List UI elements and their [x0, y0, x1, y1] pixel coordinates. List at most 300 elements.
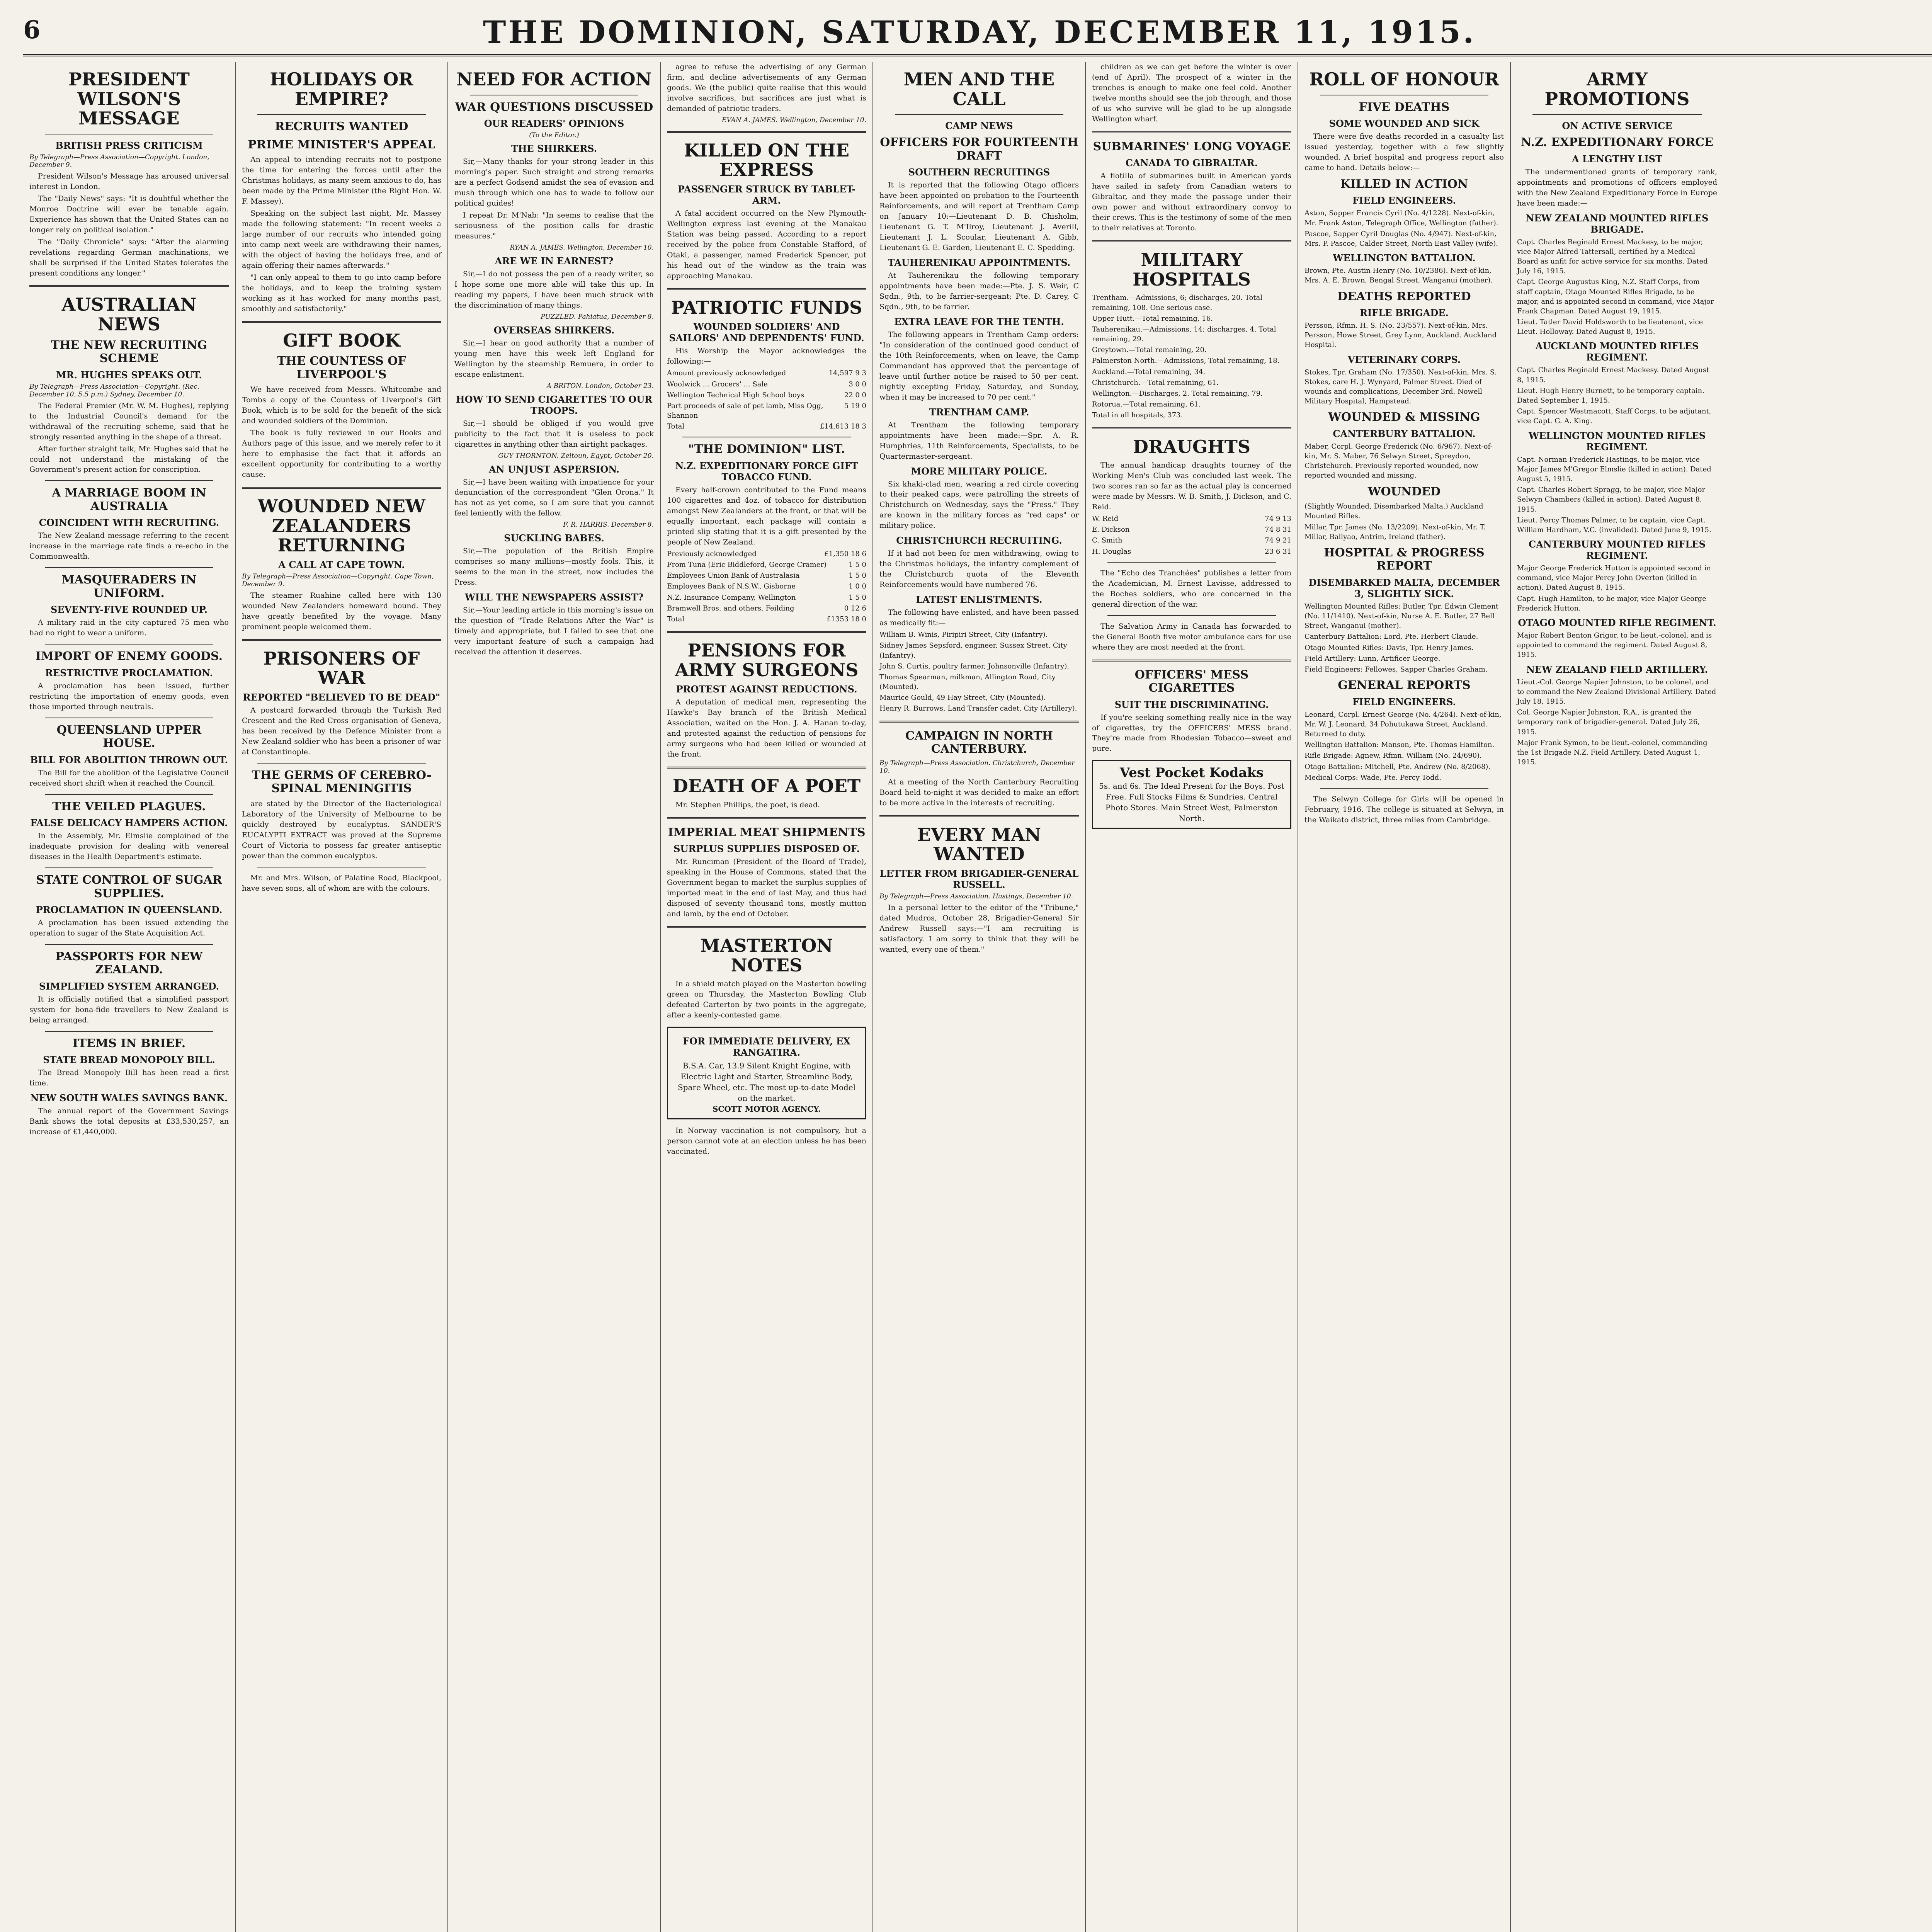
letter-paragraph: I repeat Dr. M'Nab: "In seems to realise that the seriousness of the position calls for drastic measures." [454, 211, 654, 240]
list-item: Lieut. Percy Thomas Palmer, to be captain, vice Capt. William Hardham, V.C. (invalided). Dated June 9, 1915. [1517, 516, 1711, 534]
article-paragraph: The following have enlisted, and have been passed as medically fit:— [879, 608, 1079, 628]
article-subhead: STATE BREAD MONOPOLY BILL. [43, 1054, 215, 1066]
article-subhead: THE NEW RECRUITING SCHEME [51, 338, 207, 366]
casualty-list [1304, 442, 1504, 481]
list-item: Col. George Napier Johnston, R.A., is granted the temporary rank of brigadier-general. Dated July 26, 1915. [1517, 708, 1700, 736]
fund-row-value: 1 0 0 [849, 582, 866, 591]
article-paragraph: Mr. Runciman (President of the Board of Trade), speaking in the House of Commons, stated that the Government began to market the surplus supplies of imported meat in the end of last May, and thus had disposed of seventy thousand tons, mostly mutton and lamb, by the end of October. [667, 857, 866, 918]
fund-row-label: From Tuna (Eric Biddleford, George Cramer) [667, 560, 827, 569]
section-subheading: FIELD ENGINEERS. [1352, 195, 1456, 206]
casualty-list [1304, 710, 1504, 782]
article-headline: GIFT BOOK [283, 330, 400, 351]
article-paragraph: The annual handicap draughts tourney of the Working Men's Club was concluded last week. The two scores ran so far as the actual play is concerned were made by Messrs. W. B. Smith, J. Dickson, and C. Reid. [1092, 461, 1291, 512]
draughts-row [1092, 525, 1291, 534]
fund-row-value: 5 19 0 [844, 401, 866, 410]
letter-signature: F. R. HARRIS. December 8. [563, 521, 654, 529]
draughts-row-label: W. Reid [1092, 515, 1119, 523]
dateline: By Telegraph—Press Association—Copyright. London, December 9. [29, 153, 209, 169]
fund-row-label: Wellington Technical High School boys [667, 391, 804, 399]
draughts-row-label: H. Douglas [1092, 547, 1131, 556]
promotion-list [1517, 237, 1717, 337]
article-headline: KILLED ON THE EXPRESS [684, 139, 850, 180]
article-headline: ARMY PROMOTIONS [1544, 69, 1690, 109]
article-subhead: CAMP NEWS [945, 120, 1013, 132]
article-subhead: LATEST ENLISTMENTS. [916, 594, 1043, 605]
article-headline: PRISONERS OF WAR [263, 648, 420, 689]
list-item: Wellington Mounted Rifles: Butler, Tpr. Edwin Clement (No. 11/1410). Next-of-kin, Nurse A. E. Butler, 27 Bell Street, Wanganui (mother). [1304, 602, 1499, 630]
fund-row [667, 571, 866, 580]
article-subhead: FALSE DELICACY HAMPERS ACTION. [30, 817, 228, 829]
fund-row-label: Woolwick ... Grocers' ... Sale [667, 380, 768, 388]
article-subhead: TRENTHAM CAMP. [929, 406, 1029, 418]
fund-row [667, 593, 866, 602]
article-paragraph: A proclamation has been issued extending the operation to sugar of the State Acquisition Act. [29, 918, 229, 937]
list-item: Medical Corps: Wade, Pte. Percy Todd. [1304, 773, 1441, 782]
list-item: Auckland.—Total remaining, 34. [1092, 367, 1206, 376]
article-subhead: WOUNDED SOLDIERS' AND SAILORS' AND DEPENDENTS' FUND. [669, 321, 864, 344]
fund-row-label: Employees Bank of N.S.W., Gisborne [667, 582, 796, 591]
article-subhead: CANADA TO GIBRALTAR. [1125, 157, 1258, 169]
article-headline: THE GERMS OF CEREBRO-SPINAL MENINGITIS [252, 768, 432, 796]
section-subheading: DISEMBARKED MALTA, DECEMBER 3, SLIGHTLY SICK. [1308, 577, 1500, 599]
article-headline: EVERY MAN WANTED [917, 824, 1041, 865]
article-headline: AUSTRALIAN NEWS [61, 294, 197, 335]
list-item: Capt. Charles Reginald Ernest Mackesy, to be major, vice Major Alfred Tattersall, certified by a Medical Board as unfit for active service for six months. Dated July 16, 1915. [1517, 238, 1708, 276]
article-paragraph: children as we can get before the winter is over (end of April). The prospect of a winter in the trenches is enough to make one feel cold. Another twelve months should see the job through, and those of us who survive will be glad to be up alongside Wellington wharf. [1092, 63, 1291, 123]
fund-row-value: 3 0 0 [849, 380, 866, 388]
kodak-advertisement [1092, 760, 1291, 829]
fund-row-label: Total [667, 615, 685, 623]
article-paragraph: The following appears in Trentham Camp orders: "In consideration of the continued good conduct of the 10th Reinforcements, when on leave, the Camp Commandant has approved that the percentage of leave until further notice be raised to 50 per cent. nightly excepting Friday, Saturday, and Sunday, when it may be increased to 70 per cent." [879, 330, 1079, 401]
fund-row-value: 22 0 0 [844, 391, 866, 399]
article-subhead: EXTRA LEAVE FOR THE TENTH. [894, 316, 1064, 327]
article-subhead: WAR QUESTIONS DISCUSSED [455, 100, 653, 114]
masthead [23, 12, 1932, 56]
letter-heading: THE SHIRKERS. [511, 143, 597, 155]
article-paragraph: In a shield match played on the Masterton bowling green on Thursday, the Masterton Bowling Club defeated Carterton by two points in the aggregate, after a keenly-contested game. [667, 980, 866, 1020]
list-item: Lieut. Tatler David Holdsworth to be lieutenant, vice Lieut. Holloway. Dated August 8, 1915. [1517, 318, 1703, 336]
draughts-row-value: 23 6 31 [1265, 547, 1291, 556]
article-paragraph: Mr. and Mrs. Wilson, of Palatine Road, Blackpool, have seven sons, all of whom are with the colours. [242, 873, 441, 893]
fund-row-value: £1,350 18 6 [824, 549, 866, 558]
article-paragraph: The Selwyn College for Girls will be opened in February, 1916. The college is situated at Selwyn, in the Waikato district, three miles from Cambridge. [1304, 795, 1504, 824]
article-subhead: PRIME MINISTER'S APPEAL [248, 138, 435, 151]
section-heading: WELLINGTON MOUNTED RIFLES REGIMENT. [1528, 430, 1706, 452]
article-subhead: N.Z. EXPEDITIONARY FORCE GIFT TOBACCO FUND. [675, 460, 858, 483]
article-headline: MEN AND THE CALL [903, 69, 1055, 109]
section-heading: NEW ZEALAND MOUNTED RIFLES BRIGADE. [1526, 212, 1709, 235]
fund-row-label: Amount previously acknowledged [667, 369, 786, 378]
fund-row [667, 604, 866, 613]
column-5 [873, 62, 1086, 1932]
article-paragraph: A military raid in the city captured 75 men who had no right to wear a uniform. [29, 618, 229, 638]
article-headline: MASQUERADERS IN UNIFORM. [61, 573, 197, 600]
section-heading: NEW ZEALAND FIELD ARTILLERY. [1526, 663, 1708, 675]
article-subhead: PROTEST AGAINST REDUCTIONS. [676, 684, 857, 695]
article-headline: OFFICERS' MESS CIGARETTES [1134, 668, 1249, 695]
article-paragraph: A postcard forwarded through the Turkish Red Crescent and the Red Cross organisation of Geneva, has been received by the Defence Minister from a New Zealand soldier who has been a prisoner of war at Constantinople. [242, 706, 441, 756]
section-subheading: VETERINARY CORPS. [1347, 354, 1461, 365]
page-number: 6 [23, 15, 41, 44]
article-paragraph: If you're seeking something really nice in the way of cigarettes, try the OFFICERS' MESS brand. They're made from Rhodesian Tobacco—sweet and pure. [1092, 713, 1291, 753]
letter-heading: WILL THE NEWSPAPERS ASSIST? [464, 592, 644, 603]
list-item: Capt. Charles Reginald Ernest Mackesy. Dated August 8, 1915. [1517, 366, 1709, 384]
article-paragraph: are stated by the Director of the Bacteriological Laboratory of the University of Melbourne to be quickly destroyed by eucalyptus. SANDER'S EUCALYPTI EXTRACT was proved at the Supreme Court of Victoria to possess far greater antiseptic power than the common eucalyptus. [242, 799, 441, 860]
article-paragraph: The New Zealand message referring to the recent increase in the marriage rate finds a re-echo in the Commonwealth. [29, 531, 229, 561]
article-subhead: BILL FOR ABOLITION THROWN OUT. [30, 754, 228, 765]
article-paragraph: In the Assembly, Mr. Elmslie complained of the inadequate provision for dealing with venereal diseases in the Health Department's estimate. [29, 832, 229, 861]
article-paragraph: It is officially notified that a simplified passport system for bona-fide travellers to New Zealand is being arranged. [29, 995, 229, 1024]
letter-paragraph: Sir,—Your leading article in this morning's issue on the question of "Trade Relations After the War" is timely and appropriate, but I failed to see that one very important feature of such a campaign had received the attention it deserves. [454, 606, 654, 656]
dateline: By Telegraph—Press Association. Christchurch, December 10. [879, 759, 1075, 775]
hospital-list [1092, 293, 1291, 420]
list-item: Otago Mounted Rifles: Davis, Tpr. Henry James. [1304, 643, 1474, 652]
article-paragraph: The "Daily Chronicle" says: "After the alarming revelations regarding German machinations, we shall be surprised if the United States tolerates the present conditions any longer." [29, 237, 229, 277]
section-heading: WOUNDED & MISSING [1328, 410, 1480, 424]
article-subhead: FIVE DEATHS [1359, 100, 1450, 114]
article-headline: PASSPORTS FOR NEW ZEALAND. [55, 949, 203, 977]
ad-heading: FOR IMMEDIATE DELIVERY, EX RANGATIRA. [683, 1036, 850, 1058]
letter-heading: ARE WE IN EARNEST? [495, 255, 614, 267]
list-item: Wellington.—Discharges, 2. Total remaining, 79. [1092, 389, 1263, 398]
list-item: Leonard, Corpl. Ernest George (No. 4/264). Next-of-kin, Mr. W. J. Leonard, 34 Pohutukawa Street, Auckland. Returned to duty. [1304, 710, 1502, 738]
article-subhead: PROCLAMATION IN QUEENSLAND. [36, 904, 223, 916]
article-subhead: OUR READERS' OPINIONS [484, 118, 624, 129]
section-heading: GENERAL REPORTS [1338, 679, 1471, 692]
fund-table [667, 368, 866, 431]
section-subheading: RIFLE BRIGADE. [1360, 307, 1449, 319]
list-item: Otago Battalion: Mitchell, Pte. Andrew (No. 8/2068). [1304, 762, 1491, 771]
article-paragraph: If it had not been for men withdrawing, owing to the Christmas holidays, the infantry complement of the Christchurch quota of the Eleventh Reinforcements would have numbered 76. [879, 549, 1079, 589]
list-item: John S. Curtis, poultry farmer, Johnsonville (Infantry). [879, 662, 1070, 670]
list-item: Upper Hutt.—Total remaining, 16. [1092, 314, 1213, 323]
article-paragraph: At a meeting of the North Canterbury Recruiting Board held to-night it was decided to make an effort to be more active in the interests of recruiting. [879, 777, 1079, 807]
article-paragraph: In Norway vaccination is not compulsory, but a person cannot vote at an election unless he has been vaccinated. [667, 1126, 866, 1156]
article-paragraph: The book is fully reviewed in our Books and Authors page of this issue, and we merely refer to it here to emphasise the fact that it affords an excellent opportunity for contributing to a worthy cause. [242, 429, 441, 479]
article-subhead: SOUTHERN RECRUITINGS [908, 167, 1050, 178]
column-2 [236, 62, 448, 1932]
article-subhead: BRITISH PRESS CRITICISM [55, 139, 203, 151]
article-headline: STATE CONTROL OF SUGAR SUPPLIES. [36, 873, 222, 900]
article-paragraph: Every half-crown contributed to the Fund means 100 cigarettes and 4oz. of tobacco for distribution amongst New Zealanders at the front, or that will be equally important, each package will contain a printed slip stating that it is a gift presented by the people of New Zealand. [667, 485, 866, 546]
casualty-list [1304, 502, 1504, 542]
list-item: Christchurch.—Total remaining, 61. [1092, 378, 1219, 387]
column-8 [1511, 62, 1723, 1932]
letter-signature: GUY THORNTON. Zeitoun, Egypt, October 20. [498, 452, 654, 460]
list-item: Persson, Rfmn. H. S. (No. 23/557). Next-of-kin, Mrs. Persson, Howe Street, Grey Lynn, Auckland. Auckland Hospital. [1304, 321, 1497, 349]
section-subheading: CANTERBURY BATTALION. [1333, 428, 1476, 439]
column-6 [1086, 62, 1298, 1932]
article-paragraph: In a personal letter to the editor of the "Tribune," dated Mudros, October 28, Brigadier-General Sir Andrew Russell says:—"I am recruiting is satisfactory. I am sorry to think that they will be wanted, every one of them." [879, 903, 1079, 954]
article-paragraph: It is reported that the following Otago officers have been appointed on probation to the Fourteenth Reinforcements, and will report at Trentham Camp on January 10:—Lieutenant D. B. Chisholm, Lieutenant G. T. M'Ilroy, Lieutenant J. Averill, Lieutenant J. L. Scoular, Lieutenant A. Gibb, Lieutenant G. E. Garden, Lieutenant E. C. Spedding. [879, 181, 1079, 252]
list-item: Henry R. Burrows, Land Transfer cadet, City (Artillery). [879, 704, 1077, 713]
article-subhead: SURPLUS SUPPLIES DISPOSED OF. [673, 843, 860, 855]
dateline: By Telegraph—Press Association—Copyright. Cape Town, December 9. [242, 572, 434, 588]
article-headline: ITEMS IN BRIEF. [72, 1036, 186, 1050]
article-headline: IMPORT OF ENEMY GOODS. [35, 650, 223, 663]
column-1 [23, 62, 236, 1932]
letter-signature: EVAN A. JAMES. Wellington, December 10. [722, 116, 866, 124]
section-heading: DEATHS REPORTED [1337, 289, 1471, 303]
article-paragraph: The Bread Monopoly Bill has been read a first time. [29, 1068, 229, 1088]
article-paragraph: Speaking on the subject last night, Mr. Massey made the following statement: "In recent weeks a large number of our recruits who intended going into camp next week are withdrawing their names, with the object of having the holidays free, and of again offering their names afterwards." [242, 209, 441, 270]
fund-row [667, 401, 866, 420]
article-paragraph: A proclamation has been issued, further restricting the importation of enemy goods, even those imported through neutrals. [29, 681, 229, 711]
article-headline: PENSIONS FOR ARMY SURGEONS [675, 640, 859, 680]
promotion-list [1517, 365, 1717, 426]
draughts-row-label: E. Dickson [1092, 526, 1130, 534]
article-paragraph: A deputation of medical men, representing the Hawke's Bay branch of the British Medical Association, waited on the Hon. J. A. Hanan to-day, and protested against the reduction of pensions for army surgeons who had been killed or wounded at the front. [667, 698, 866, 759]
list-item: Lieut.-Col. George Napier Johnston, to be colonel, and to command the New Zealand Divisional Artillery. Dated July 18, 1915. [1517, 678, 1716, 706]
list-item: Field Artillery: Lunn, Artificer George. [1304, 654, 1440, 663]
article-subhead: MR. HUGHES SPEAKS OUT. [56, 369, 202, 381]
list-item: Tauherenikau.—Admissions, 14; discharges, 4. Total remaining, 29. [1092, 325, 1276, 344]
article-subhead: THE COUNTESS OF LIVERPOOL'S [277, 354, 406, 381]
article-paragraph: We have received from Messrs. Whitcombe and Tombs a copy of the Countess of Liverpool's Gift Book, which is to be sold for the benefit of the sick and wounded soldiers of the Dominion. [242, 385, 441, 425]
list-item: Aston, Sapper Francis Cyril (No. 4/1228). Next-of-kin, Mr. Frank Aston, Telegraph Office, Wellington (father). [1304, 209, 1498, 227]
ad-heading: Vest Pocket Kodaks [1119, 765, 1264, 781]
article-paragraph: A fatal accident occurred on the New Plymouth-Wellington express last evening at the Manakau Station was being passed. According to a report received by the police from Constable Stafford, of Otaki, a passenger, named Frederick Spencer, put his head out of the window as the train was approaching Manakau. [667, 209, 866, 280]
letter-signature: PUZZLED. Pahiatua, December 8. [541, 313, 654, 321]
article-subhead: PASSENGER STRUCK BY TABLET-ARM. [677, 184, 856, 206]
article-headline: MILITARY HOSPITALS [1133, 249, 1251, 290]
list-item: Field Engineers: Fellowes, Sapper Charles Graham. [1304, 665, 1488, 674]
section-heading: HOSPITAL & PROGRESS REPORT [1324, 546, 1485, 573]
casualty-list [1304, 321, 1504, 350]
fund-row-value: 1 5 0 [849, 571, 866, 580]
promotion-list [1517, 563, 1717, 613]
letter-paragraph: Sir,—I do not possess the pen of a ready writer, so I hope some one more able will take this up. In reading my papers, I have been much struck with the discrimination of many things. [454, 269, 654, 310]
list-item: Capt. George Augustus King, N.Z. Staff Corps, from staff captain, Otago Mounted Rifles Brigade, to be major, and is appointed second in command, vice Major Frank Chapman. Dated August 19, 1915. [1517, 278, 1714, 315]
dateline: By Telegraph—Press Association. Hastings, December 10. [879, 892, 1073, 900]
page-columns [23, 62, 1932, 1932]
article-headline: DEATH OF A POET [672, 776, 861, 797]
article-paragraph: The Federal Premier (Mr. W. M. Hughes), replying to the Industrial Council's demand for the withdrawal of the recruiting scheme, said that he strongly resented anything in the shape of a threat. [29, 401, 229, 441]
article-paragraph: There were five deaths recorded in a casualty list issued yesterday, together with a few slightly wounded. A brief hospital and progress report also came to hand. Details below:— [1304, 132, 1504, 172]
article-subhead: SIMPLIFIED SYSTEM ARRANGED. [39, 980, 219, 992]
article-headline: ROLL OF HONOUR [1309, 69, 1499, 90]
fund-row-label: Employees Union Bank of Australasia [667, 571, 800, 580]
editor-note: (To the Editor.) [529, 131, 579, 139]
dateline: By Telegraph—Press Association—Copyright. (Rec. December 10, 5.5 p.m.) Sydney, December 10. [29, 383, 200, 398]
article-subhead: COINCIDENT WITH RECRUITING. [39, 517, 219, 529]
article-headline: PRESIDENT WILSON'S MESSAGE [68, 69, 190, 129]
article-subhead: RECRUITS WANTED [275, 120, 408, 134]
list-item: Total in all hospitals, 373. [1092, 411, 1183, 420]
fund-row [667, 422, 866, 431]
article-paragraph: The Bill for the abolition of the Legislative Council received short shrift when it reached the Council. [29, 768, 229, 787]
casualty-list [1304, 208, 1504, 248]
draughts-row-label: C. Smith [1092, 536, 1122, 545]
fund-row-label: N.Z. Insurance Company, Wellington [667, 593, 796, 602]
promotion-list [1517, 455, 1717, 535]
list-item: Millar, Tpr. James (No. 13/2209). Next-of-kin, Mr. T. Millar, Ballyao, Antrim, Ireland (father). [1304, 523, 1486, 541]
fund-row [667, 368, 866, 378]
article-paragraph: The annual report of the Government Savings Bank shows the total deposits at £33,530,257, an increase of £1,440,000. [29, 1107, 229, 1136]
ad-text: 5s. and 6s. The Ideal Present for the Boys. Post Free. Full Stocks Films & Sundries. Central Photo Stores. Main Street West, Palmerston North. [1099, 781, 1284, 823]
fund-row [667, 582, 866, 591]
article-headline: "THE DOMINION" LIST. [688, 442, 845, 456]
promotion-list [1517, 631, 1717, 660]
article-subhead: A CALL AT CAPE TOWN. [278, 559, 405, 570]
article-paragraph: President Wilson's Message has aroused universal interest in London. [29, 172, 229, 191]
section-heading: KILLED IN ACTION [1340, 177, 1468, 191]
list-item: Greytown.—Total remaining, 20. [1092, 346, 1207, 354]
article-paragraph: His Worship the Mayor acknowledges the following:— [667, 347, 866, 366]
fund-row-value: £14,613 18 3 [820, 422, 866, 431]
article-subhead: LETTER FROM BRIGADIER-GENERAL RUSSELL. [879, 867, 1079, 890]
article-subhead: SUIT THE DISCRIMINATING. [1114, 699, 1269, 710]
letter-paragraph: Sir,—I should be obliged if you would give publicity to the fact that it is useless to pack cigarettes in anything other than airtight packages. [454, 419, 654, 449]
article-subhead: NEW SOUTH WALES SAVINGS BANK. [30, 1092, 228, 1104]
list-item: Canterbury Battalion: Lord, Pte. Herbert Claude. [1304, 633, 1478, 641]
article-subhead: N.Z. EXPEDITIONARY FORCE [1521, 136, 1713, 150]
article-paragraph: After further straight talk, Mr. Hughes said that he could not understand the mistaking of the Government's present action for conscription. [29, 444, 229, 474]
letter-paragraph: Sir,—Many thanks for your strong leader in this morning's paper. Such straight and strong remarks are a perfect Godsend amidst the sea of evasion and mush through which one has to wade to follow our political guides! [454, 157, 654, 207]
letter-heading: HOW TO SEND CIGARETTES TO OUR TROOPS. [456, 393, 653, 416]
list-item: Capt. Charles Robert Spragg, to be major, vice Major Selwyn Chambers (killed in action). Dated August 8, 1915. [1517, 486, 1706, 514]
article-subhead: MORE MILITARY POLICE. [911, 465, 1048, 477]
article-paragraph: An appeal to intending recruits not to postpone the time for entering the forces until after the Christmas holidays, as many seem anxious to do, has been made by the Prime Minister (the Right Hon. W. F. Massey). [242, 155, 441, 206]
article-paragraph: Mr. Stephen Phillips, the poet, is dead. [675, 800, 820, 809]
enlistment-list [879, 630, 1079, 714]
article-subhead: RESTRICTIVE PROCLAMATION. [45, 667, 213, 679]
list-item: Rotorua.—Total remaining, 61. [1092, 400, 1201, 409]
article-subhead: REPORTED "BELIEVED TO BE DEAD" [243, 691, 440, 703]
letter-paragraph: Sir,—The population of the British Empire comprises so many millions—mostly fools. This, it seems to the man in the street, now includes the Press. [454, 547, 654, 587]
article-headline: NEED FOR ACTION [456, 69, 652, 90]
list-item: Rifle Brigade: Agnew, Rfmn. William (No. 24/690). [1304, 752, 1482, 760]
list-item: Thomas Spearman, milkman, Allington Road, City (Mounted). [879, 673, 1056, 691]
article-headline: WOUNDED NEW ZEALANDERS RETURNING [258, 496, 425, 556]
list-item: William B. Winis, Piripiri Street, City (Infantry). [879, 631, 1048, 639]
list-item: Major George Frederick Hutton is appointed second in command, vice Major Percy John Overton (killed in action). Dated August 8, 1915. [1517, 564, 1711, 592]
fund-row [667, 549, 866, 559]
article-paragraph: The "Echo des Tranchées" publishes a letter from the Academician, M. Ernest Lavisse, addressed to the Boches soldiers, who are concerned in the general direction of the war. [1092, 568, 1291, 609]
fund-row [667, 390, 866, 400]
article-subhead: TAUHERENIKAU APPOINTMENTS. [888, 257, 1071, 268]
list-item: Pascoe, Sapper Cyril Douglas (No. 4/947). Next-of-kin, Mrs. P. Pascoe, Calder Street, North East Valley (wife). [1304, 230, 1498, 248]
draughts-row [1092, 547, 1291, 556]
fund-row-value: 1 5 0 [849, 560, 866, 569]
article-paragraph: The undermentioned grants of temporary rank, appointments and promotions of officers employed with the New Zealand Expeditionary Force in Europe have been made:— [1517, 167, 1717, 207]
letter-heading: OVERSEAS SHIRKERS. [493, 324, 615, 336]
casualty-list [1304, 266, 1504, 285]
fund-row-value: £1353 18 0 [826, 615, 866, 623]
list-item: Major Robert Benton Grigor, to be lieut.-colonel, and is appointed to command the regiment. Dated August 8, 1915. [1517, 631, 1712, 659]
list-item: Sidney James Sepsford, engineer, Sussex Street, City (Infantry). [879, 641, 1067, 660]
article-headline: QUEENSLAND UPPER HOUSE. [56, 723, 202, 750]
draughts-table [1092, 514, 1291, 556]
fund-row-label: Part proceeds of sale of pet lamb, Miss Ogg, Shannon [667, 401, 823, 420]
article-paragraph: The Salvation Army in Canada has forwarded to the General Booth five motor ambulance cars for use where they are most needed at the front. [1092, 622, 1291, 651]
article-headline: IMPERIAL MEAT SHIPMENTS [668, 825, 866, 839]
article-headline: PATRIOTIC FUNDS [671, 297, 862, 318]
fund-row-value: 1 5 0 [849, 593, 866, 602]
advertisement [667, 1027, 866, 1119]
section-heading: CANTERBURY MOUNTED RIFLES REGIMENT. [1528, 539, 1706, 561]
casualty-list [1304, 602, 1504, 674]
article-subhead: ON ACTIVE SERVICE [1562, 120, 1672, 132]
article-headline: HOLIDAYS OR EMPIRE? [270, 69, 413, 109]
article-paragraph: A flotilla of submarines built in American yards have sailed in safety from Canadian waters to Gibraltar, and they made the passage under their own power and without extraordinary convoy to their crews. This is the testimony of some of the men to their relatives at Toronto. [1092, 172, 1291, 233]
section-heading: OTAGO MOUNTED RIFLE REGIMENT. [1518, 617, 1716, 628]
section-heading: WOUNDED [1367, 485, 1441, 498]
article-paragraph: The "Daily News" says: "It is doubtful whether the Monroe Doctrine will ever be tenable again. Experience has shown that the United States can no longer rely on political isolation." [29, 194, 229, 234]
fund-row-label: Total [667, 422, 685, 431]
letter-paragraph: Sir,—I hear on good authority that a number of young men have this week left England for Wellington by the steamship Remuera, in order to escape enlistment. [454, 338, 654, 379]
article-subhead: SEVENTY-FIVE ROUNDED UP. [51, 604, 207, 616]
list-item: Capt. Spencer Westmacott, Staff Corps, to be adjutant, vice Capt. G. A. King. [1517, 407, 1711, 425]
list-item: (Slightly Wounded, Disembarked Malta.) Auckland Mounted Rifles. [1304, 502, 1483, 520]
fund-row [667, 560, 866, 570]
draughts-row-value: 74 8 31 [1265, 526, 1291, 534]
fund-row-value: 14,597 9 3 [828, 369, 866, 378]
article-subhead: A LENGTHY LIST [1572, 153, 1662, 165]
article-paragraph: Six khaki-clad men, wearing a red circle covering to their peaked caps, were patrolling the streets of Christchurch on Wednesday, says the "Press." They are known in the military forces as "red caps" or military police. [879, 480, 1079, 530]
letter-paragraph: Sir,—I have been waiting with impatience for your denunciation of the correspondent "Glen Orona." It has not as yet come, so I am sure that you cannot feel leniently with the fellow. [454, 478, 654, 518]
promotion-list [1517, 677, 1717, 767]
section-subheading: WELLINGTON BATTALION. [1333, 252, 1476, 264]
fund-table [667, 549, 866, 624]
list-item: Major Frank Symon, to be lieut.-colonel, commanding the 1st Brigade N.Z. Field Artillery. Dated August 1, 1915. [1517, 738, 1708, 767]
fund-row-value: 0 12 6 [844, 604, 866, 612]
list-item: Trentham.—Admissions, 6; discharges, 20. Total remaining, 108. One serious case. [1092, 294, 1263, 312]
letter-heading: SUCKLING BABES. [504, 532, 604, 544]
draughts-row [1092, 536, 1291, 545]
section-subheading: FIELD ENGINEERS. [1352, 696, 1456, 707]
list-item: Capt. Hugh Hamilton, to be major, vice Major George Frederick Hutton. [1517, 594, 1706, 612]
newspaper-title: THE DOMINION, SATURDAY, DECEMBER 11, 1915. [483, 14, 1476, 50]
article-subhead: CHRISTCHURCH RECRUITING. [896, 535, 1062, 546]
article-paragraph: At Tauherenikau the following temporary appointments have been made:—Pte. J. S. Weir, C Sqdn., 9th, to be farrier-sergeant; Pte. D. Carey, C Sqdn., 9th, to be farrier. [879, 271, 1079, 311]
list-item: Lieut. Hugh Henry Burnett, to be temporary captain. Dated September 1, 1915. [1517, 386, 1704, 405]
column-3 [448, 62, 661, 1932]
article-headline: A MARRIAGE BOOM IN AUSTRALIA [52, 486, 206, 513]
list-item: Wellington Battalion: Manson, Pte. Thomas Hamilton. [1304, 741, 1495, 749]
fund-row [667, 614, 866, 624]
draughts-row-value: 74 9 21 [1265, 536, 1291, 545]
article-subhead: SOME WOUNDED AND SICK [1329, 118, 1480, 129]
list-item: Stokes, Tpr. Graham (No. 17/350). Next-of-kin, Mrs. S. Stokes, care H. J. Wynyard, Palmer Street. Died of wounds and complications, December 3rd. Nowell Military Hospital, Hampstead. [1304, 368, 1497, 406]
draughts-row [1092, 514, 1291, 524]
article-headline: CAMPAIGN IN NORTH CANTERBURY. [905, 729, 1053, 756]
article-headline: MASTERTON NOTES [700, 935, 833, 976]
letter-signature: RYAN A. JAMES. Wellington, December 10. [510, 243, 654, 252]
fund-row-label: Bramwell Bros. and others, Feilding [667, 604, 794, 612]
article-paragraph: The steamer Ruahine called here with 130 wounded New Zealanders homeward bound. They have greatly benefited by the voyage. Many prominent people welcomed them. [242, 591, 441, 631]
article-subhead: OFFICERS FOR FOURTEENTH DRAFT [880, 136, 1078, 163]
article-paragraph: "I can only appeal to them to go into camp before the holidays, and to keep the training system working as it has worked for many months past, smoothly and satisfactorily." [242, 273, 441, 313]
list-item: Maber, Corpl. George Frederick (No. 6/967). Next-of-kin, Mr. S. Maber, 76 Selwyn Street, Spreydon, Christchurch. Previously reported wounded, now reported wounded and missing. [1304, 442, 1493, 480]
ad-text: B.S.A. Car, 13.9 Silent Knight Engine, with Electric Light and Starter, Streamline Body, Spare Wheel, etc. The most up-to-date Model on the market. [677, 1061, 856, 1103]
article-headline: THE VEILED PLAGUES. [52, 799, 206, 813]
list-item: Brown, Pte. Austin Henry (No. 10/2386). Next-of-kin, Mrs. A. E. Brown, Bengal Street, Wanganui (mother). [1304, 267, 1493, 285]
article-paragraph: agree to refuse the advertising of any German firm, and decline advertisements of any German goods. We (the public) quite realise that this would involve sacrifices, but sacrifices are just what is demanded of patriotic traders. [667, 63, 866, 113]
list-item: Maurice Gould, 49 Hay Street, City (Mounted). [879, 694, 1046, 702]
fund-row [667, 379, 866, 389]
list-item: Capt. Norman Frederick Hastings, to be major, vice Major James M'Gregor Elmslie (killed in action). Dated August 5, 1915. [1517, 455, 1711, 483]
article-headline: SUBMARINES' LONG VOYAGE [1093, 139, 1291, 153]
column-7 [1298, 62, 1511, 1932]
draughts-row-value: 74 9 13 [1265, 515, 1291, 523]
section-heading: AUCKLAND MOUNTED RIFLES REGIMENT. [1535, 340, 1699, 363]
article-paragraph: At Trentham the following temporary appointments have been made:—Spr. A. R. Humphries, 11th Reinforcements, Specialists, to be Quartermaster-sergeant. [879, 420, 1079, 461]
fund-row-label: Previously acknowledged [667, 549, 757, 558]
column-4 [661, 62, 873, 1932]
ad-signature: SCOTT MOTOR AGENCY. [713, 1104, 821, 1114]
list-item: Palmerston North.—Admissions, Total remaining, 18. [1092, 357, 1280, 365]
